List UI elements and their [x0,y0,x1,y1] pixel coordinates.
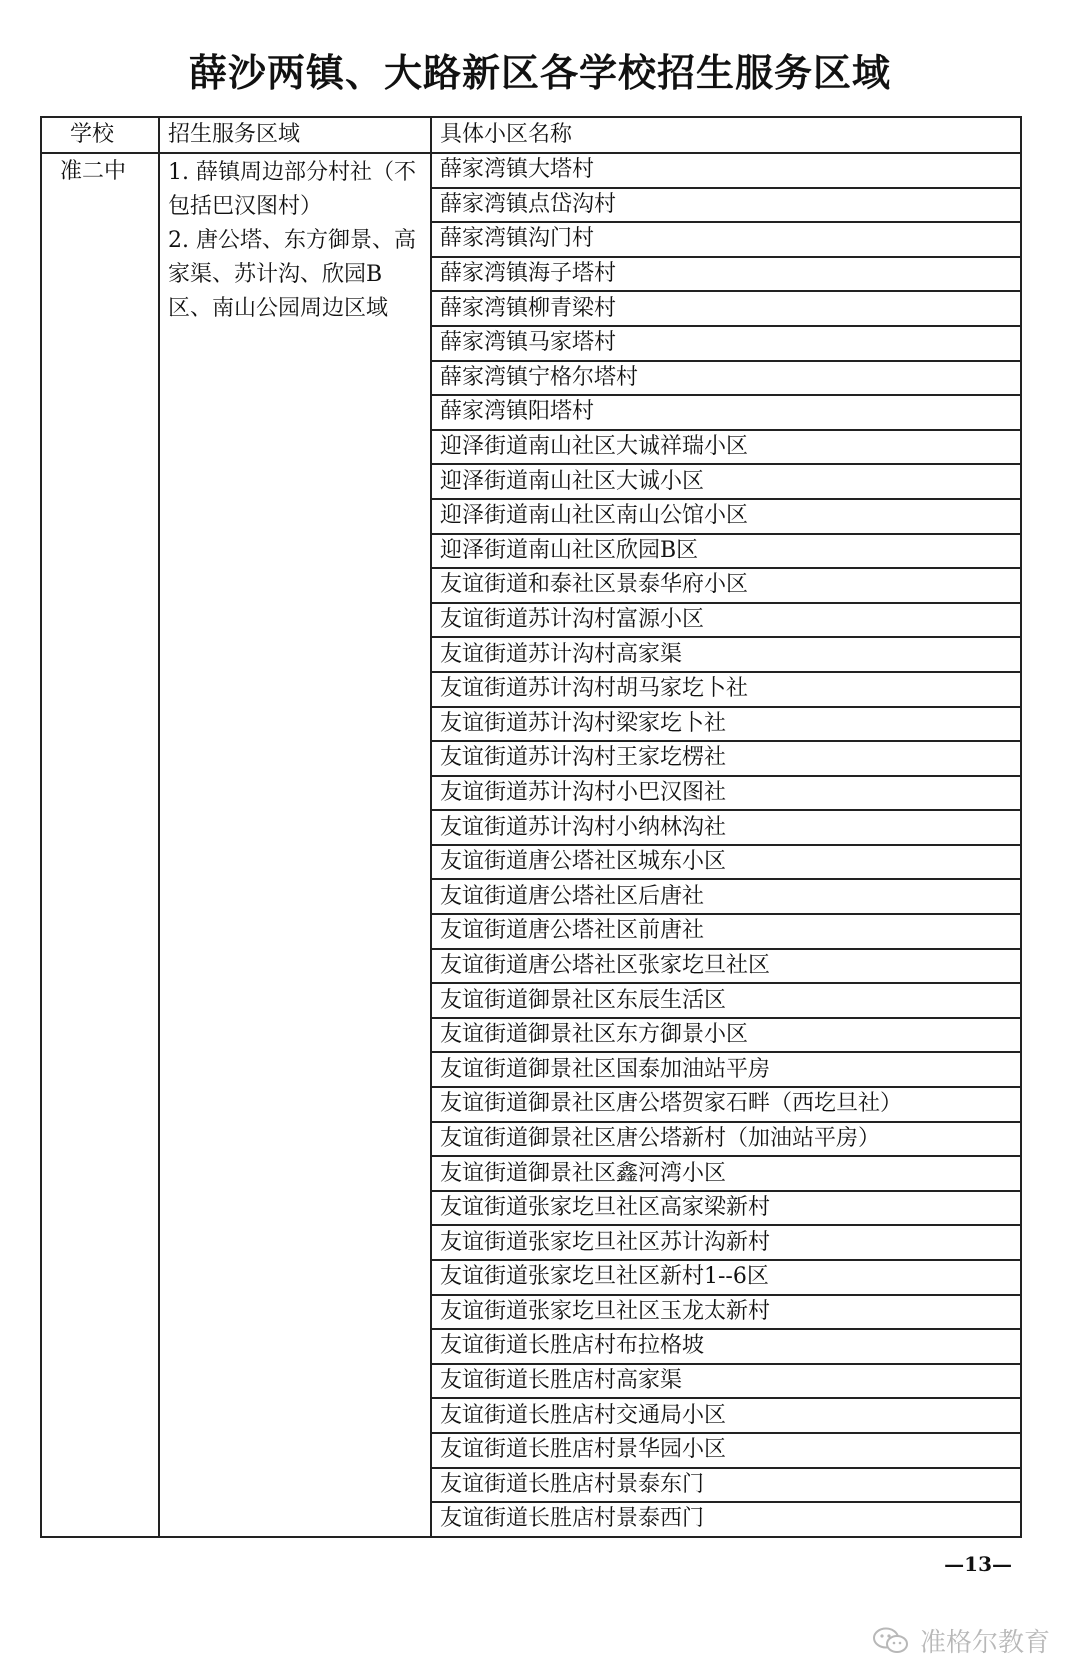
wechat-icon [872,1626,910,1656]
community-name: 薛家湾镇大塔村 [431,153,1021,188]
service-area-item: 1. 薛镇周边部分村社（不包括巴汉图村） [168,160,416,219]
page-title: 薛沙两镇、大路新区各学校招生服务区域 [188,51,891,95]
community-name: 友谊街道和泰社区景泰华府小区 [431,568,1021,603]
community-name: 友谊街道唐公塔社区后唐社 [431,879,1021,914]
school-name: 准二中 [41,153,159,1537]
community-name: 友谊街道唐公塔社区城东小区 [431,845,1021,880]
header-row [41,117,1021,153]
page-number: —13— [944,1552,1012,1576]
community-name: 友谊街道御景社区唐公塔贺家石畔（西圪旦社） [431,1087,1021,1122]
community-name: 薛家湾镇马家塔村 [431,326,1021,361]
community-name: 友谊街道张家圪旦社区苏计沟新村 [431,1225,1021,1260]
service-area-item: 2. 唐公塔、东方御景、高家渠、苏计沟、欣园B区、南山公园周边区域 [168,228,416,321]
community-name: 友谊街道苏计沟村高家渠 [431,637,1021,672]
community-name: 薛家湾镇阳塔村 [431,395,1021,430]
community-name: 友谊街道长胜店村布拉格坡 [431,1329,1021,1364]
community-name: 迎泽街道南山社区南山公馆小区 [431,499,1021,534]
service-area-cell [159,153,431,1537]
enrollment-table [40,116,1022,1538]
community-name: 友谊街道张家圪旦社区高家梁新村 [431,1191,1021,1226]
community-name: 友谊街道御景社区国泰加油站平房 [431,1052,1021,1087]
community-name: 薛家湾镇点岱沟村 [431,188,1021,223]
header-community: 具体小区名称 [431,117,1021,153]
community-name: 迎泽街道南山社区大诚小区 [431,464,1021,499]
community-name: 友谊街道张家圪旦社区玉龙太新村 [431,1295,1021,1330]
community-name: 友谊街道苏计沟村梁家圪卜社 [431,707,1021,742]
community-name: 薛家湾镇海子塔村 [431,257,1021,292]
community-name: 友谊街道苏计沟村富源小区 [431,603,1021,638]
community-name: 友谊街道御景社区东辰生活区 [431,983,1021,1018]
community-name: 友谊街道苏计沟村小纳林沟社 [431,810,1021,845]
community-name: 迎泽街道南山社区大诚祥瑞小区 [431,430,1021,465]
table-row [41,153,1021,188]
community-name: 友谊街道御景社区东方御景小区 [431,1018,1021,1053]
community-name: 友谊街道张家圪旦社区新村1--6区 [431,1260,1021,1295]
community-name: 友谊街道御景社区唐公塔新村（加油站平房） [431,1122,1021,1157]
community-name: 友谊街道长胜店村景泰西门 [431,1502,1021,1537]
community-name: 友谊街道长胜店村交通局小区 [431,1398,1021,1433]
community-name: 友谊街道唐公塔社区张家圪旦社区 [431,949,1021,984]
community-name: 薛家湾镇沟门村 [431,222,1021,257]
table-body [41,117,1021,1537]
community-name: 友谊街道唐公塔社区前唐社 [431,914,1021,949]
community-name: 友谊街道长胜店村景泰东门 [431,1468,1021,1503]
community-name: 迎泽街道南山社区欣园B区 [431,534,1021,569]
community-name: 友谊街道长胜店村景华园小区 [431,1433,1021,1468]
community-name: 薛家湾镇柳青梁村 [431,291,1021,326]
community-name: 友谊街道长胜店村高家渠 [431,1364,1021,1399]
header-service-area: 招生服务区域 [159,117,431,153]
watermark-text: 准格尔教育 [919,1628,1050,1658]
community-name: 友谊街道苏计沟村小巴汉图社 [431,776,1021,811]
community-name: 友谊街道御景社区鑫河湾小区 [431,1156,1021,1191]
watermark-logo [872,1622,1050,1659]
community-name: 友谊街道苏计沟村胡马家圪卜社 [431,672,1021,707]
community-name: 友谊街道苏计沟村王家圪楞社 [431,741,1021,776]
header-school: 学校 [41,117,159,153]
community-name: 薛家湾镇宁格尔塔村 [431,361,1021,396]
